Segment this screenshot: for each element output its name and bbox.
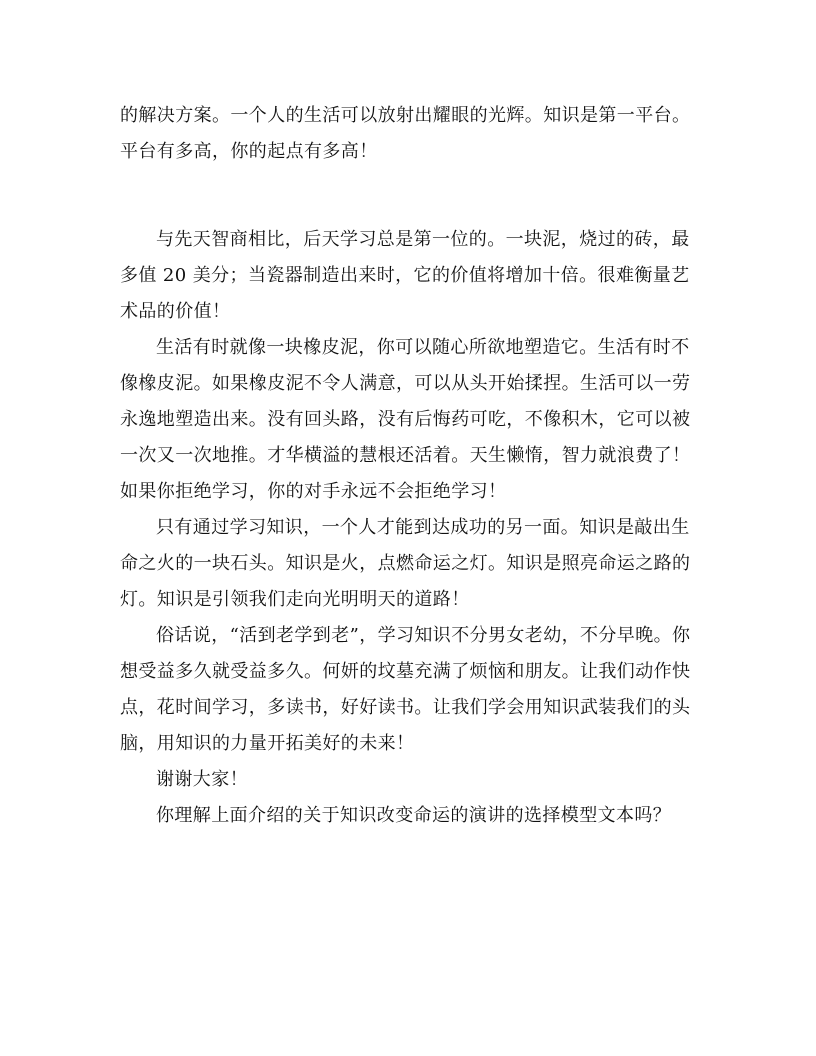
text-line: 多值 20 美分；当瓷器制造出来时，它的价值将增加十倍。很难衡量艺: [120, 265, 690, 286]
paragraph-start-line: 与先天智商相比，后天学习总是第一位的。一块泥，烧过的砖，最: [156, 229, 690, 250]
paragraph-gap: [120, 170, 696, 222]
text-line: 灯。知识是引领我们走向光明明天的道路！: [120, 589, 470, 610]
text-line: 想受益多久就受益多久。何妍的坟墓充满了烦恼和朋友。让我们动作快: [120, 661, 691, 682]
question-line: 你理解上面介绍的关于知识改变命运的演讲的选择模型文本吗？: [156, 805, 672, 826]
paragraph-start-line: 俗话说，“活到老学到老”，学习知识不分男女老幼，不分早晚。你: [156, 625, 691, 646]
document-page: [120, 98, 696, 834]
text-line: 点，花时间学习，多读书，好好读书。让我们学会用知识武装我们的头: [120, 697, 691, 718]
closing-line: 谢谢大家！: [156, 769, 248, 790]
text-line: 如果你拒绝学习，你的对手永远不会拒绝学习！: [120, 481, 507, 502]
paragraph-start-line: 只有通过学习知识，一个人才能到达成功的另一面。知识是敲出生: [156, 517, 690, 538]
text-line: 术品的价值！: [120, 301, 231, 322]
text-line: 命之火的一块石头。知识是火，点燃命运之灯。知识是照亮命运之路的: [120, 553, 691, 574]
paragraph-start-line: 生活有时就像一块橡皮泥，你可以随心所欲地塑造它。生活有时不: [156, 337, 690, 358]
text-line: 平台有多高，你的起点有多高！: [120, 141, 378, 162]
text-line: 的解决方案。一个人的生活可以放射出耀眼的光辉。知识是第一平台。: [120, 105, 691, 126]
text-line: 一次又一次地推。才华横溢的慧根还活着。天生懒惰，智力就浪费了！: [120, 445, 691, 466]
text-line: 像橡皮泥。如果橡皮泥不令人满意，可以从头开始揉捏。生活可以一劳: [120, 373, 691, 394]
text-line: 脑，用知识的力量开拓美好的未来！: [120, 733, 415, 754]
text-line: 永逸地塑造出来。没有回头路，没有后悔药可吃，不像积木，它可以被: [120, 409, 691, 430]
